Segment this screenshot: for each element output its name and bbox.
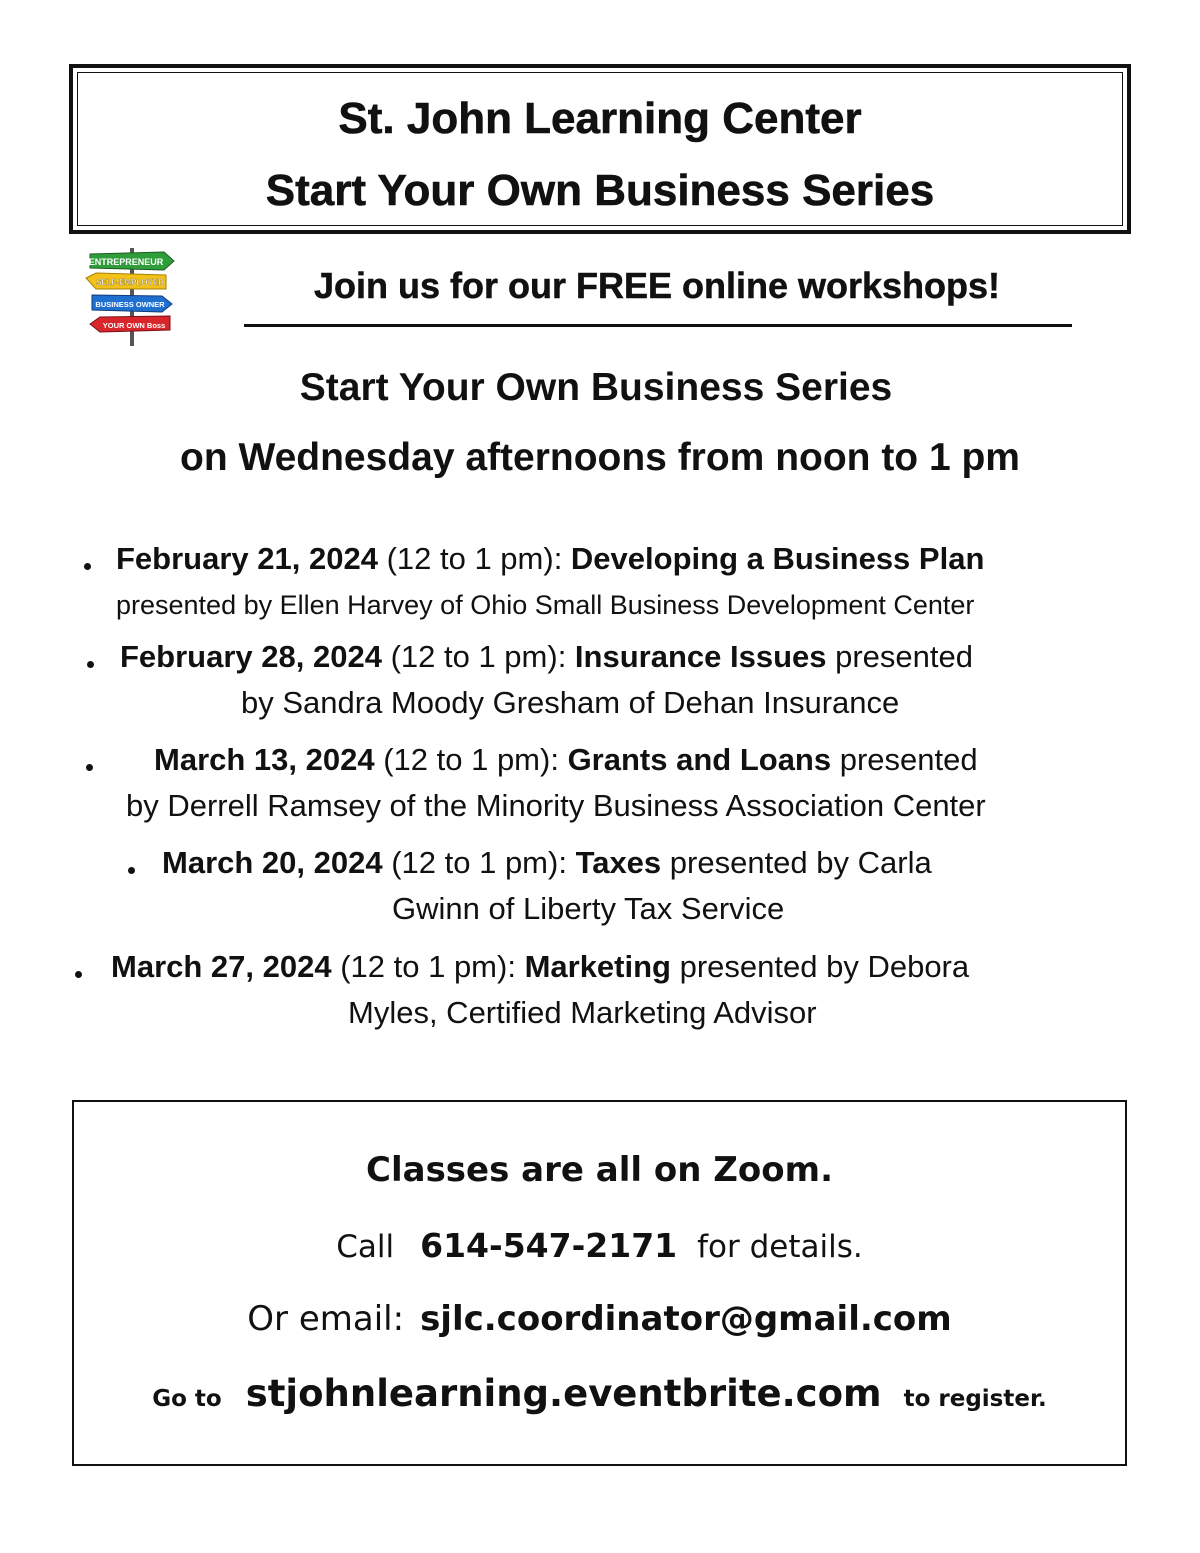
heading-divider xyxy=(244,324,1072,327)
email-link[interactable]: sjlc.coordinator@gmail.com xyxy=(420,1299,952,1339)
email-line xyxy=(74,1299,1125,1339)
free-workshops-heading: Join us for our FREE online workshops! xyxy=(313,265,1001,306)
svg-text:YOUR OWN Boss: YOUR OWN Boss xyxy=(102,321,166,330)
session-presenter: presented by Ellen Harvey of Ohio Small Business Development Center xyxy=(116,590,975,620)
sign-self-employed xyxy=(86,273,166,289)
title-box xyxy=(69,64,1131,234)
call-line xyxy=(74,1226,1125,1265)
bullet-icon xyxy=(86,764,93,771)
session-time: (12 to 1 pm): xyxy=(374,742,568,777)
session-presenter: Gwinn of Liberty Tax Service xyxy=(392,891,785,926)
phone-number[interactable]: 614-547-2171 xyxy=(420,1226,678,1265)
call-suffix: for details. xyxy=(697,1229,863,1265)
svg-text:BUSINESS OWNER: BUSINESS OWNER xyxy=(95,300,165,309)
session-presenter-lead: presented xyxy=(826,639,973,674)
session-date: March 27, 2024 xyxy=(111,949,332,984)
session-topic: Developing a Business Plan xyxy=(570,541,985,576)
session-presenter-lead: presented by Debora xyxy=(670,949,970,984)
register-line xyxy=(74,1372,1125,1415)
session-presenter: Myles, Certified Marketing Advisor xyxy=(348,995,817,1030)
session-topic: Marketing xyxy=(524,949,671,984)
session-time: (12 to 1 pm): xyxy=(381,639,575,674)
session-date: February 21, 2024 xyxy=(116,541,378,576)
session-date: February 28, 2024 xyxy=(120,639,382,674)
svg-text:ENTREPRENEUR: ENTREPRENEUR xyxy=(88,257,164,267)
session-time: (12 to 1 pm): xyxy=(331,949,525,984)
email-prefix: Or email: xyxy=(247,1299,405,1339)
sign-business-owner xyxy=(92,295,172,312)
sign-entrepreneur xyxy=(89,252,174,270)
title-box-inner-border xyxy=(77,72,1123,226)
session-topic: Taxes xyxy=(575,845,662,880)
zoom-notice: Classes are all on Zoom. xyxy=(366,1150,833,1190)
contact-info-box xyxy=(72,1100,1127,1466)
schedule-subheading: on Wednesday afternoons from noon to 1 pm xyxy=(180,436,1020,479)
session-time: (12 to 1 pm): xyxy=(377,541,571,576)
series-title: Start Your Own Business Series xyxy=(265,166,935,215)
session-topic: Insurance Issues xyxy=(574,639,827,674)
session-date: March 13, 2024 xyxy=(154,742,375,777)
bullet-icon xyxy=(128,867,135,874)
series-subheading: Start Your Own Business Series xyxy=(299,366,893,409)
org-title: St. John Learning Center xyxy=(338,94,862,143)
svg-text:SELF-EMPLOYED: SELF-EMPLOYED xyxy=(95,278,165,287)
bullet-icon xyxy=(75,971,82,978)
session-topic: Grants and Loans xyxy=(567,742,832,777)
sign-your-own-boss xyxy=(90,316,170,332)
session-time: (12 to 1 pm): xyxy=(382,845,576,880)
goto-prefix: Go to xyxy=(152,1386,222,1412)
session-presenter-lead: presented by Carla xyxy=(661,845,932,880)
bullet-icon xyxy=(84,563,91,570)
bullet-icon xyxy=(87,661,94,668)
session-presenter-lead: presented xyxy=(831,742,978,777)
register-link[interactable]: stjohnlearning.eventbrite.com xyxy=(245,1372,882,1415)
goto-suffix: to register. xyxy=(903,1386,1047,1412)
call-prefix: Call xyxy=(336,1229,395,1265)
session-date: March 20, 2024 xyxy=(162,845,383,880)
signpost-icon xyxy=(82,244,182,348)
session-presenter: by Sandra Moody Gresham of Dehan Insurance xyxy=(241,685,900,720)
session-presenter: by Derrell Ramsey of the Minority Business Association Center xyxy=(126,788,986,823)
